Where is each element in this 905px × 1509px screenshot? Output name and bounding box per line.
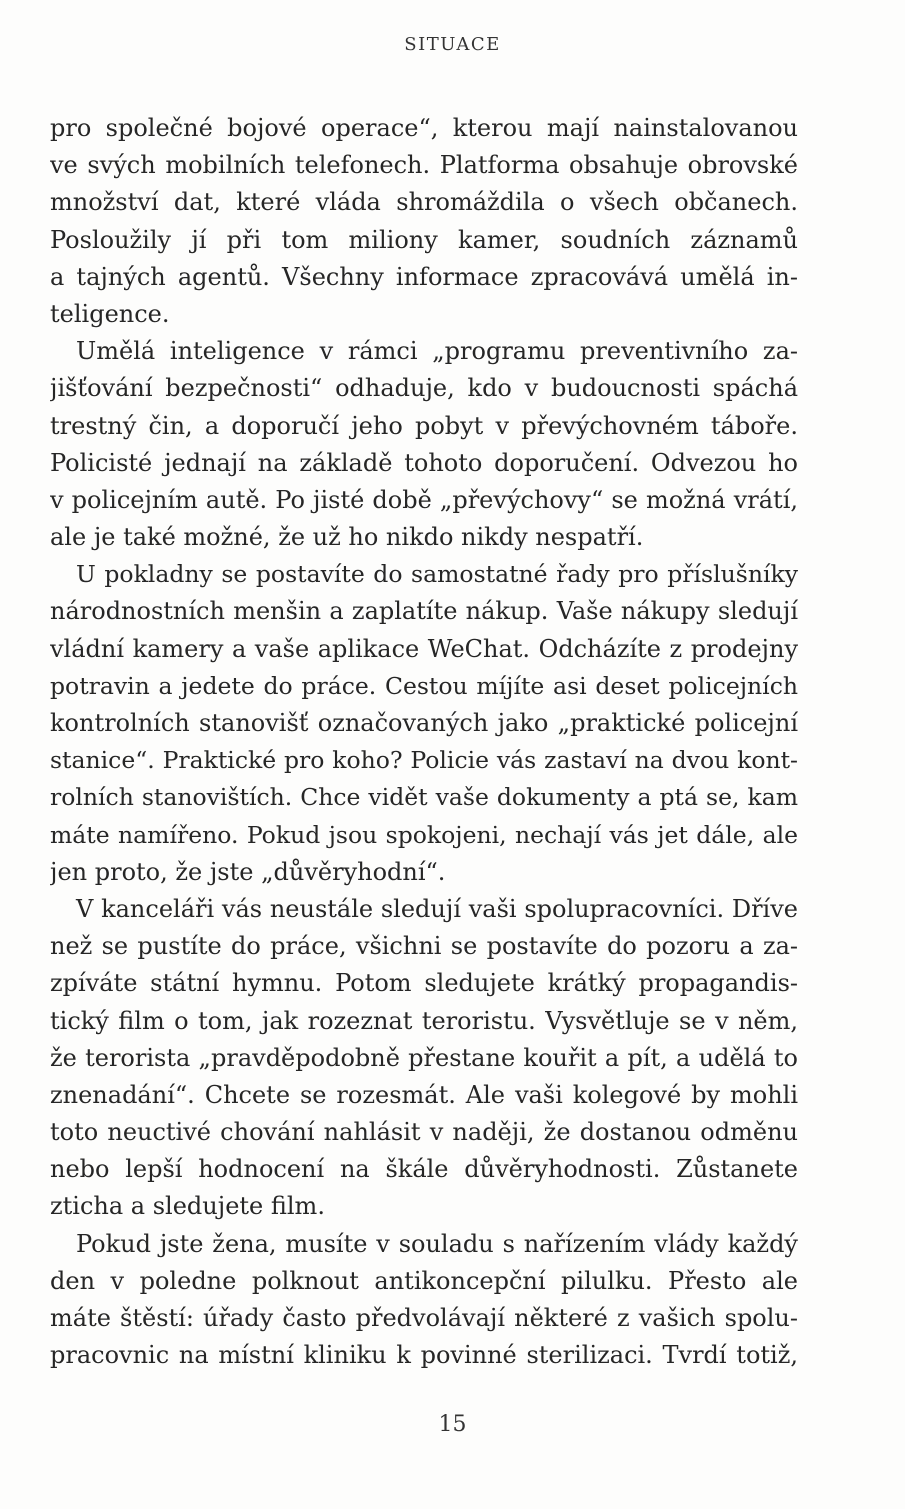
text-line: národnostních menšin a zaplatíte nákup. Vaše nákupy sledují <box>50 597 798 626</box>
paragraph-first-line: V kanceláři vás neustále sledují vaši spolupracovníci. Dříve <box>76 894 798 923</box>
text-line: tický film o tom, jak rozeznat teroristu. Vysvětluje se v něm, <box>50 1006 798 1035</box>
text-line: jen proto, že jste „důvěryhodní“. <box>50 857 446 886</box>
text-line: máte namířeno. Pokud jsou spokojeni, nechají vás jet dále, ale <box>50 820 798 849</box>
text-line: že terorista „pravděpodobně přestane kouřit a pít, a udělá to <box>50 1043 798 1072</box>
text-line: trestný čin, a doporučí jeho pobyt v převýchovném táboře. <box>50 411 798 440</box>
text-line: množství dat, které vláda shromáždila o všech občanech. <box>50 188 798 217</box>
text-line: ve svých mobilních telefonech. Platforma obsahuje obrovské <box>50 151 798 180</box>
text-line: znenadání“. Chcete se rozesmát. Ale vaši kolegové by mohli <box>50 1080 798 1109</box>
text-line: Posloužily jí při tom miliony kamer, soudních záznamů <box>50 225 798 254</box>
paragraph-first-line: U pokladny se postavíte do samostatné řady pro příslušníky <box>76 560 798 589</box>
text-line: než se pustíte do práce, všichni se postavíte do pozoru a za- <box>50 932 798 961</box>
paragraph-first-line: Umělá inteligence v rámci „programu preventivního za- <box>76 337 798 366</box>
page-number: 15 <box>438 1412 467 1437</box>
text-line: ale je také možné, že už ho nikdo nikdy nespatří. <box>50 523 644 552</box>
text-line: v policejním autě. Po jisté době „převýchovy“ se možná vrátí, <box>50 485 798 514</box>
text-line: máte štěstí: úřady často předvolávají některé z vašich spolu- <box>50 1304 798 1332</box>
text-line: jišťování bezpečnosti“ odhaduje, kdo v budoucnosti spáchá <box>50 374 798 403</box>
text-line: Policisté jednají na základě tohoto doporučení. Odvezou ho <box>50 448 798 477</box>
text-line: nebo lepší hodnocení na škále důvěryhodnosti. Zůstanete <box>50 1155 798 1184</box>
text-line: teligence. <box>50 299 170 328</box>
text-line: a tajných agentů. Všechny informace zpracovává umělá in- <box>50 262 798 291</box>
text-line: toto neuctivé chování nahlásit v naději, že dostanou odměnu <box>50 1118 798 1147</box>
text-line: den v poledne polknout antikoncepční pilulku. Přesto ale <box>50 1266 798 1295</box>
text-line: vládní kamery a vaše aplikace WeChat. Odcházíte z prodejny <box>50 634 798 663</box>
body-text <box>50 110 798 1374</box>
text-line: pro společné bojové operace“, kterou mají nainstalovanou <box>50 114 798 142</box>
text-line: rolních stanovištích. Chce vidět vaše dokumenty a ptá se, kam <box>50 783 798 812</box>
running-head: SITUACE <box>404 34 501 55</box>
paragraph-first-line: Pokud jste žena, musíte v souladu s nařízením vlády každý <box>76 1229 798 1258</box>
text-line: stanice“. Praktické pro koho? Policie vás zastaví na dvou kont- <box>50 746 798 775</box>
text-line: zticha a sledujete film. <box>50 1192 325 1221</box>
text-line: potravin a jedete do práce. Cestou míjíte asi deset policejních <box>50 671 798 700</box>
text-line: pracovnic na místní kliniku k povinné sterilizaci. Tvrdí totiž, <box>50 1341 798 1370</box>
text-line: zpíváte státní hymnu. Potom sledujete krátký propagandis- <box>50 969 798 998</box>
text-line: kontrolních stanovišť označovaných jako „praktické policejní <box>50 709 798 737</box>
